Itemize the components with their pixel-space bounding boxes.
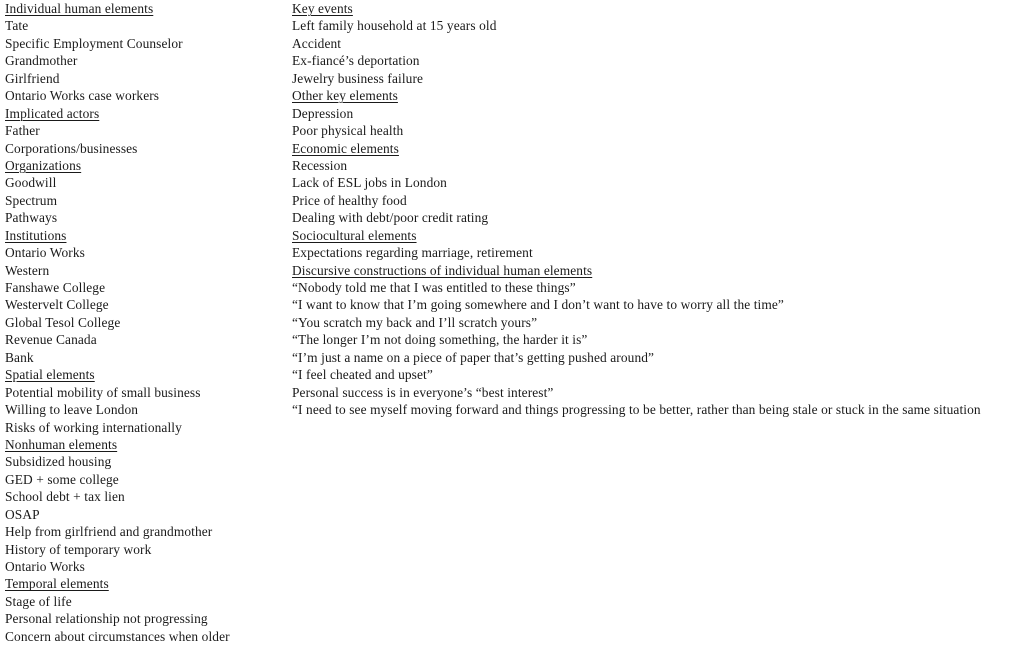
list-item: Personal success is in everyone’s “best interest”	[292, 384, 554, 400]
list-item: Fanshawe College	[5, 280, 106, 295]
list-item: Jewelry business failure	[292, 70, 424, 86]
list-item: Corporations/businesses	[5, 140, 138, 156]
list-item: Revenue Canada	[5, 332, 97, 348]
list-item: Ontario Works	[5, 559, 85, 574]
list-item: Potential mobility of small business	[5, 384, 201, 400]
list-item: Ontario Works case workers	[5, 88, 160, 104]
list-item: “The longer I’m not doing something, the harder it is”	[292, 332, 588, 348]
list-item: OSAP	[5, 506, 40, 522]
list-item: Personal relationship not progressing	[5, 611, 208, 627]
list-item: Price of healthy food	[292, 192, 407, 208]
list-item: Willing to leave London	[5, 402, 139, 418]
list-item: “I feel cheated and upset”	[292, 367, 433, 383]
list-item: “Nobody told me that I was entitled to these things”	[292, 280, 576, 295]
list-item: Ontario Works	[5, 245, 85, 261]
left-column	[5, 0, 285, 645]
list-item: Westervelt College	[5, 297, 109, 313]
section-heading-discursive-constructions-of-individual-human-elements: Discursive constructions of individual human elements	[292, 262, 593, 278]
list-item: Left family household at 15 years old	[292, 18, 497, 34]
list-item: GED + some college	[5, 471, 119, 487]
list-item: “I want to know that I’m going somewhere and I don’t want to have to worry all the time”	[292, 297, 784, 313]
list-item: Poor physical health	[292, 123, 404, 139]
section-heading-institutions: Institutions	[5, 227, 67, 243]
section-heading-nonhuman-elements: Nonhuman elements	[5, 436, 118, 452]
list-item: Help from girlfriend and grandmother	[5, 524, 213, 540]
list-item: Recession	[292, 157, 348, 173]
section-heading-other-key-elements: Other key elements	[292, 88, 398, 104]
list-item: Spectrum	[5, 192, 58, 208]
list-item: Dealing with debt/poor credit rating	[292, 210, 489, 226]
list-item: Subsidized housing	[5, 454, 112, 470]
list-item: Concern about circumstances when older	[5, 628, 230, 644]
list-item: Stage of life	[5, 593, 72, 609]
list-item: Bank	[5, 349, 34, 365]
right-column	[292, 0, 1024, 419]
section-heading-organizations: Organizations	[5, 157, 82, 173]
section-heading-sociocultural-elements: Sociocultural elements	[292, 227, 417, 243]
list-item: Ex-fiancé’s deportation	[292, 53, 420, 69]
list-item: “I’m just a name on a piece of paper that’s getting pushed around”	[292, 349, 655, 365]
list-item: “I need to see myself moving forward and things progressing to be better, rather than being stale or stuck in the same situation	[292, 402, 981, 418]
section-heading-implicated-actors: Implicated actors	[5, 105, 100, 121]
list-item: Global Tesol College	[5, 314, 121, 330]
list-item: Father	[5, 123, 40, 139]
list-item: Pathways	[5, 210, 58, 226]
list-item: Tate	[5, 18, 29, 34]
list-item: Accident	[292, 35, 342, 51]
list-item: Western	[5, 262, 50, 278]
list-item: Grandmother	[5, 53, 78, 69]
list-item: Specific Employment Counselor	[5, 35, 183, 51]
list-item: Depression	[292, 105, 354, 121]
section-heading-temporal-elements: Temporal elements	[5, 576, 109, 592]
list-item: “You scratch my back and I’ll scratch yours”	[292, 314, 538, 330]
section-heading-spatial-elements: Spatial elements	[5, 367, 95, 383]
section-heading-economic-elements: Economic elements	[292, 140, 399, 156]
list-item: Goodwill	[5, 175, 57, 191]
list-item: Girlfriend	[5, 70, 60, 86]
list-item: Lack of ESL jobs in London	[292, 175, 447, 191]
list-item: History of temporary work	[5, 541, 152, 557]
section-heading-individual-human-elements: Individual human elements	[5, 1, 154, 16]
list-item: Risks of working internationally	[5, 419, 182, 435]
list-item: School debt + tax lien	[5, 489, 125, 505]
section-heading-key-events: Key events	[292, 1, 353, 16]
list-item: Expectations regarding marriage, retirement	[292, 245, 533, 261]
